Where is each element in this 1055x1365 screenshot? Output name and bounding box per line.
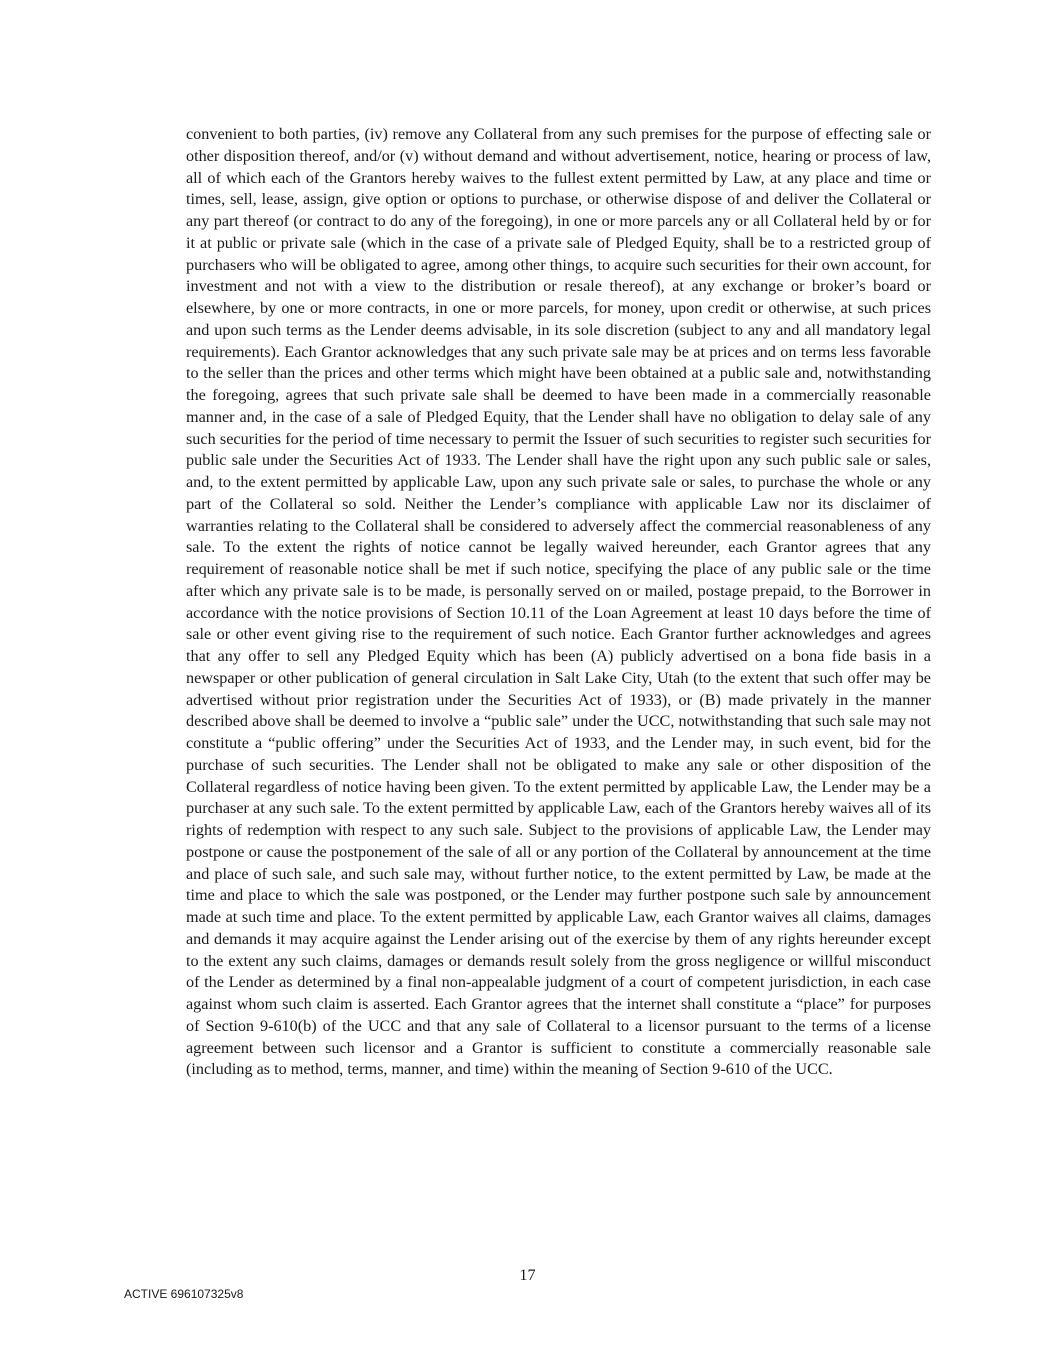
- page-number: 17: [519, 1266, 536, 1284]
- document-id: ACTIVE 696107325v8: [124, 1287, 244, 1301]
- body-paragraph: convenient to both parties, (iv) remove any Collateral from any such premises for the purpose of effecting sale or other disposition thereof, and/or (v) without demand and without advertisement, notice, hearing or process of law, all of which each of the Grantors hereby waives to the fullest extent permitted by Law, at any place and time or times, sell, lease, assign, give option or options to purchase, or otherwise dispose of and deliver the Collateral or any part thereof (or contract to do any of the foregoing), in one or more parcels any or all Collateral held by or for it at public or private sale (which in the case of a private sale of Pledged Equity, shall be to a restricted group of purchasers who will be obligated to agree, among other things, to acquire such securities for their own account, for investment and not with a view to the distribution or resale thereof), at any exchange or broker’s board or elsewhere, by one or more contracts, in one or more parcels, for money, upon credit or otherwise, at such prices and upon such terms as the Lender deems advisable, in its sole discretion (subject to any and all mandatory legal requirements). Each Grantor acknowledges that any such private sale may be at prices and on terms less favorable to the seller than the prices and other terms which might have been obtained at a public sale and, notwithstanding the foregoing, agrees that such private sale shall be deemed to have been made in a commercially reasonable manner and, in the case of a sale of Pledged Equity, that the Lender shall have no obligation to delay sale of any such securities for the period of time necessary to permit the Issuer of such securities to register such securities for public sale under the Securities Act of 1933. The Lender shall have the right upon any such public sale or sales, and, to the extent permitted by applicable Law, upon any such private sale or sales, to purchase the whole or any part of the Collateral so sold. Neither the Lender’s compliance with applicable Law nor its disclaimer of warranties relating to the Collateral shall be considered to adversely affect the commercial reasonableness of any sale. To the extent the rights of notice cannot be legally waived hereunder, each Grantor agrees that any requirement of reasonable notice shall be met if such notice, specifying the place of any public sale or the time after which any private sale is to be made, is personally served on or mailed, postage prepaid, to the Borrower in accordance with the notice provisions of Section 10.11 of the Loan Agreement at least 10 days before the time of sale or other event giving rise to the requirement of such notice. Each Grantor further acknowledges and agrees that any offer to sell any Pledged Equity which has been (A) publicly advertised on a bona fide basis in a newspaper or other publication of general circulation in Salt Lake City, Utah (to the extent that such offer may be advertised without prior registration under the Securities Act of 1933), or (B) made privately in the manner described above shall be deemed to involve a “public sale” under the UCC, notwithstanding that such sale may not constitute a “public offering” under the Securities Act of 1933, and the Lender may, in such event, bid for the purchase of such securities. The Lender shall not be obligated to make any sale or other disposition of the Collateral regardless of notice having been given. To the extent permitted by applicable Law, the Lender may be a purchaser at any such sale. To the extent permitted by applicable Law, each of the Grantors hereby waives all of its rights of redemption with respect to any such sale. Subject to the provisions of applicable Law, the Lender may postpone or cause the postponement of the sale of all or any portion of the Collateral by announcement at the time and place of such sale, and such sale may, without further notice, to the extent permitted by Law, be made at the time and place to which the sale was postponed, or the Lender may further postpone such sale by announcement made at such time and place. To the extent permitted by applicable Law, each Grantor waives all claims, damages and demands it may acquire against the Lender arising out of the exercise by them of any rights hereunder except to the extent any such claims, damages or demands result solely from the gross negligence or willful misconduct of the Lender as determined by a final non-appealable judgment of a court of competent jurisdiction, in each case against whom such claim is asserted. Each Grantor agrees that the internet shall constitute a “place” for purposes of Section 9-610(b) of the UCC and that any sale of Collateral to a licensor pursuant to the terms of a license agreement between such licensor and a Grantor is sufficient to constitute a commercially reasonable sale (including as to method, terms, manner, and time) within the meaning of Section 9-610 of the UCC.: [186, 125, 931, 1079]
